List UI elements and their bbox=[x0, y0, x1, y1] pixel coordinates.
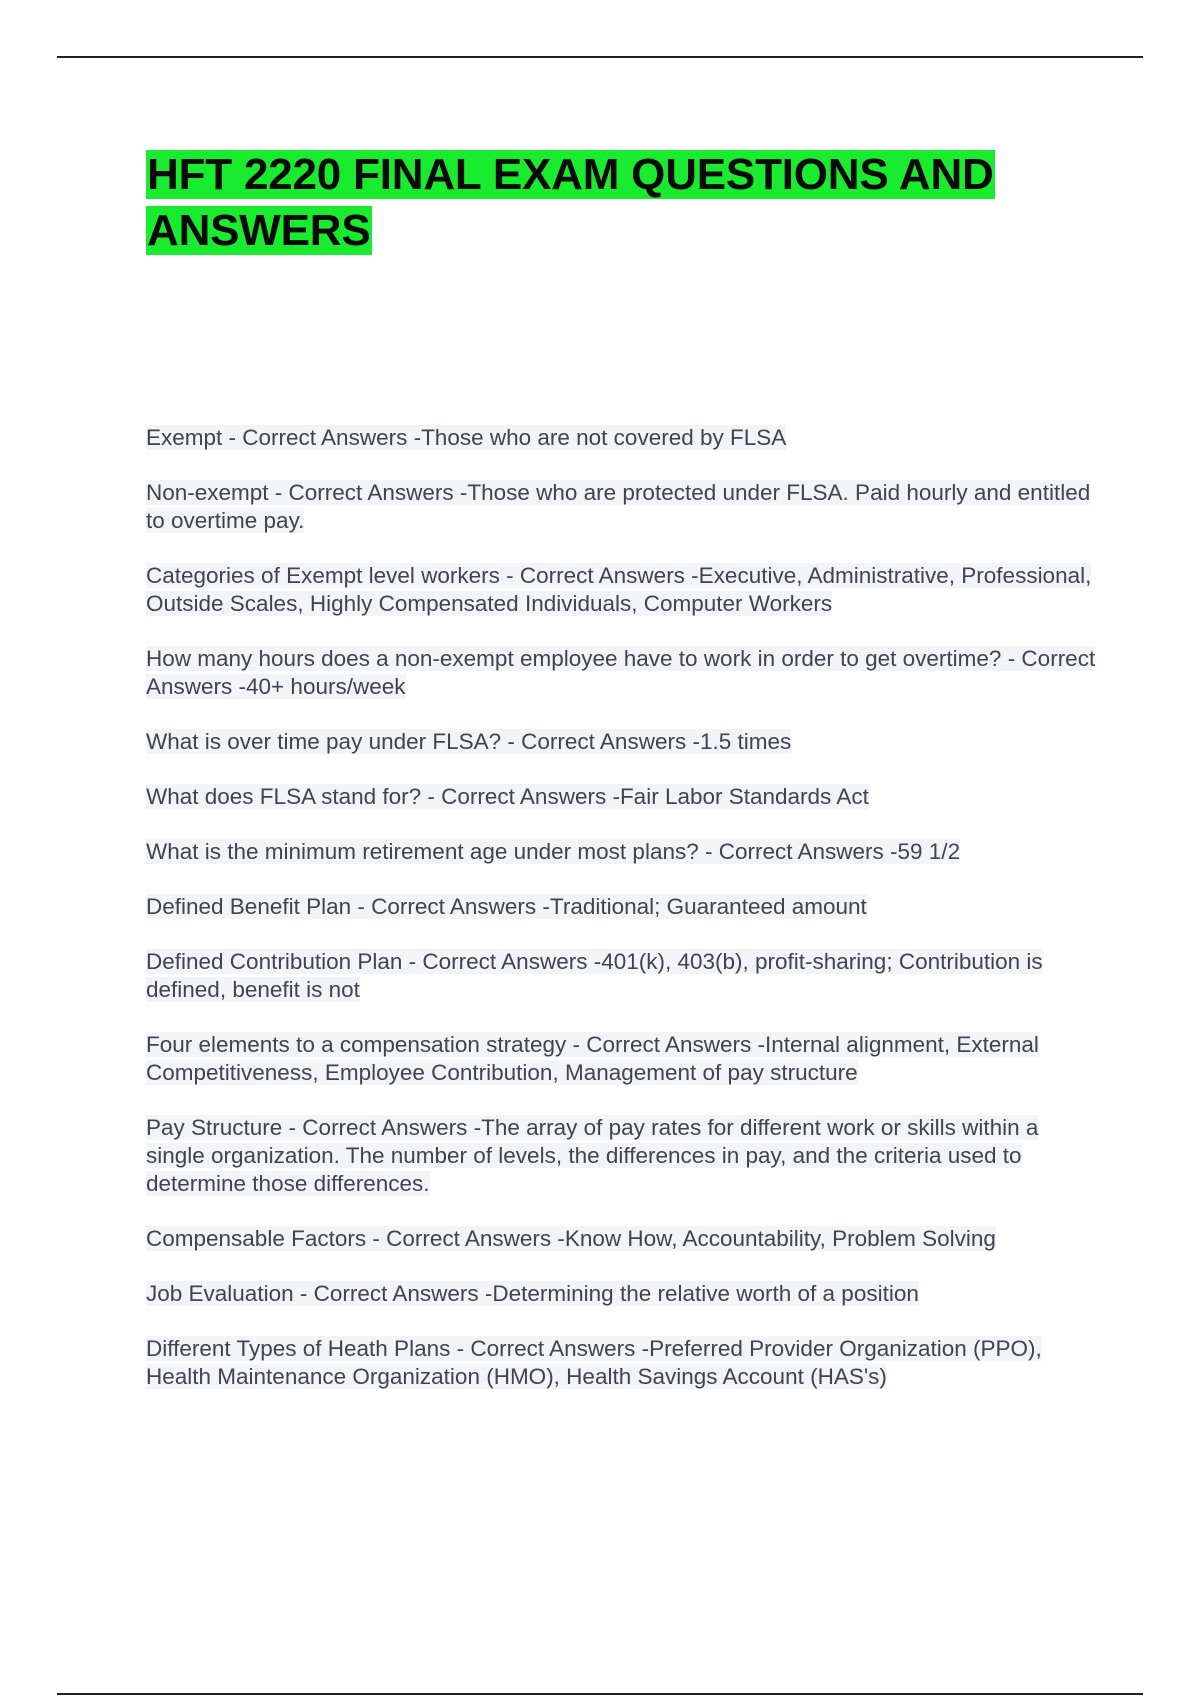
qa-item-text: Defined Benefit Plan - Correct Answers -Traditional; Guaranteed amount bbox=[146, 894, 867, 919]
qa-item bbox=[146, 479, 1096, 535]
qa-item bbox=[146, 948, 1096, 1004]
qa-item bbox=[146, 1225, 1096, 1253]
qa-item bbox=[146, 1280, 1096, 1308]
qa-item bbox=[146, 1114, 1096, 1198]
qa-item-text: Different Types of Heath Plans - Correct Answers -Preferred Provider Organization (PPO), Health Maintenance Organization (HMO), Health Savings Account (HAS's) bbox=[146, 1336, 1042, 1389]
qa-item-text: Exempt - Correct Answers -Those who are not covered by FLSA bbox=[146, 425, 787, 450]
qa-item-text: Four elements to a compensation strategy - Correct Answers -Internal alignment, External Competitiveness, Employee Contribution, Management of pay structure bbox=[146, 1032, 1039, 1085]
qa-item bbox=[146, 645, 1096, 701]
qa-item bbox=[146, 893, 1096, 921]
qa-item-text: How many hours does a non-exempt employee have to work in order to get overtime? - Correct Answers -40+ hours/week bbox=[146, 646, 1096, 699]
qa-item-text: Pay Structure - Correct Answers -The array of pay rates for different work or skills within a single organization. The number of levels, the differences in pay, and the criteria used to determine those differences. bbox=[146, 1115, 1039, 1196]
qa-item-text: Job Evaluation - Correct Answers -Determining the relative worth of a position bbox=[146, 1281, 919, 1306]
qa-list bbox=[146, 424, 1096, 1418]
title-highlight: HFT 2220 FINAL EXAM QUESTIONS AND ANSWERS bbox=[147, 150, 994, 255]
qa-item bbox=[146, 424, 1096, 452]
footer-rule bbox=[57, 1693, 1143, 1695]
qa-item-text: Compensable Factors - Correct Answers -Know How, Accountability, Problem Solving bbox=[146, 1226, 996, 1251]
qa-item-text: Defined Contribution Plan - Correct Answers -401(k), 403(b), profit-sharing; Contribution is defined, benefit is not bbox=[146, 949, 1043, 1002]
qa-item bbox=[146, 783, 1096, 811]
qa-item bbox=[146, 1335, 1096, 1391]
header-rule bbox=[57, 56, 1143, 58]
qa-item bbox=[146, 562, 1096, 618]
qa-item bbox=[146, 838, 1096, 866]
qa-item-text: Non-exempt - Correct Answers -Those who are protected under FLSA. Paid hourly and entitled to overtime pay. bbox=[146, 480, 1091, 533]
document-title bbox=[146, 147, 1046, 259]
qa-item bbox=[146, 728, 1096, 756]
qa-item-text: What is over time pay under FLSA? - Correct Answers -1.5 times bbox=[146, 729, 792, 754]
qa-item bbox=[146, 1031, 1096, 1087]
qa-item-text: Categories of Exempt level workers - Correct Answers -Executive, Administrative, Professional, Outside Scales, Highly Compensated Individuals, Computer Workers bbox=[146, 563, 1092, 616]
title-block bbox=[146, 147, 1046, 259]
qa-item-text: What does FLSA stand for? - Correct Answers -Fair Labor Standards Act bbox=[146, 784, 869, 809]
qa-item-text: What is the minimum retirement age under most plans? - Correct Answers -59 1/2 bbox=[146, 839, 961, 864]
